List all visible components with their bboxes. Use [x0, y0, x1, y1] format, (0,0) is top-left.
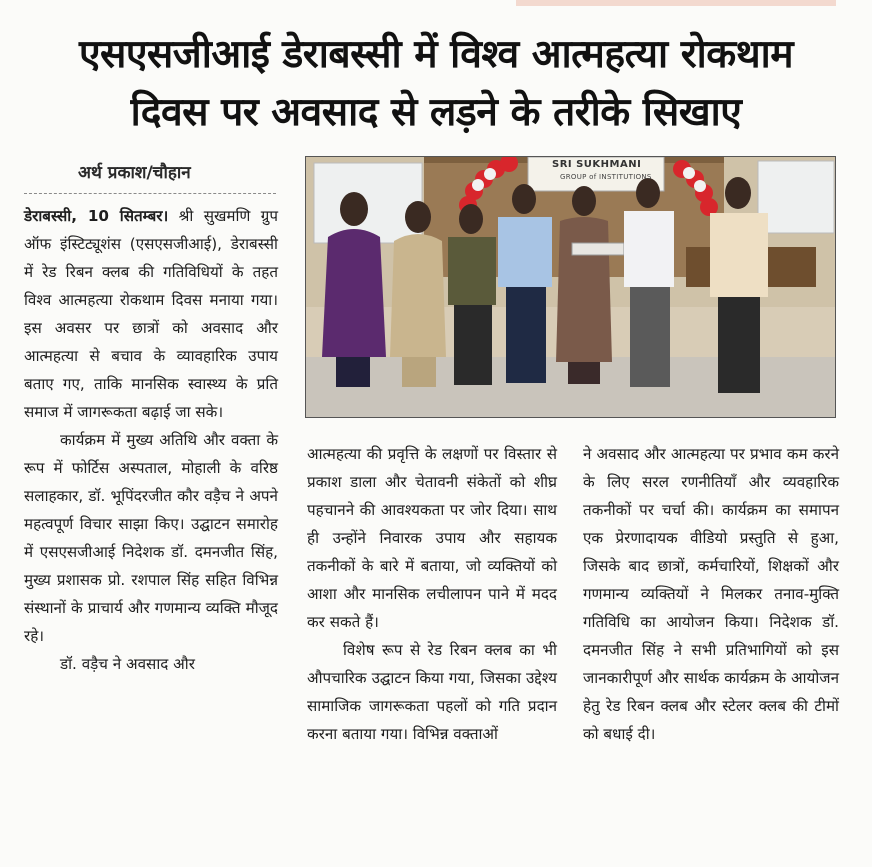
headline-line-2: दिवस पर अवसाद से लड़ने के तरीके सिखाए	[130, 90, 742, 135]
top-color-strip	[516, 0, 836, 6]
dateline: डेराबस्सी, 10 सितम्बर।	[24, 207, 169, 225]
byline-divider	[24, 193, 276, 194]
event-photo	[305, 156, 836, 418]
paragraph-3-continued: आत्महत्या की प्रवृत्ति के लक्षणों पर विस्तार से प्रकाश डाला और चेतावनी संकेतों को शीघ्र पहचानने की आवश्यकता पर जोर दिया। साथ ही उन्होंने निवारक उपाय और सहायक तकनीकों के बारे में बताया, जो व्यक्तियों को आशा और मानसिक लचीलापन पाने में मदद कर सकते हैं।	[307, 445, 557, 631]
event-photo-illustration	[306, 157, 836, 418]
article-column-3	[583, 440, 839, 748]
article-column-2	[307, 440, 557, 748]
paragraph-3-start: डॉ. वड़ैच ने अवसाद और	[60, 655, 195, 673]
paragraph-1	[24, 202, 278, 426]
byline: अर्थ प्रकाश/चौहान	[78, 163, 191, 183]
paragraph-1-text: श्री सुखमणि ग्रुप ऑफ इंस्टिट्यूशंस (एसएसजीआई), डेराबस्सी में रेड रिबन क्लब की गतिविधियों के तहत विश्व आत्महत्या रोकथाम दिवस मनाया गया। इस अवसर पर छात्रों को अवसाद और आत्महत्या से बचाव के व्यावहारिक उपाय बताए गए, ताकि मानसिक स्वास्थ्य के प्रति समाज में जागरूकता बढ़ाई जा सके।	[24, 207, 278, 421]
banner-subtext: GROUP of INSTITUTIONS	[560, 173, 652, 181]
paragraph-2: कार्यक्रम में मुख्य अतिथि और वक्ता के रूप में फोर्टिस अस्पताल, मोहाली के वरिष्ठ सलाहकार, डॉ. भूपिंदरजीत कौर वड़ैच ने अपने महत्वपूर्ण विचार साझा किए। उद्घाटन समारोह में एसएसजीआई निदेशक डॉ. दमनजीत सिंह, मुख्य प्रशासक प्रो. रशपाल सिंह सहित विभिन्न संस्थानों के प्राचार्य और गणमान्य व्यक्ति मौजूद रहे।	[24, 431, 278, 645]
article-column-1	[24, 202, 278, 678]
headline-line-1: एसएसजीआई डेराबस्सी में विश्व आत्महत्या रोकथाम	[78, 32, 794, 77]
paragraph-4-continued: ने अवसाद और आत्महत्या पर प्रभाव कम करने के लिए सरल रणनीतियाँ और व्यवहारिक तकनीकों पर चर्चा की। कार्यक्रम का समापन एक प्रेरणादायक वीडियो प्रस्तुति से हुआ, जिसके बाद छात्रों, कर्मचारियों, शिक्षकों और गणमान्य व्यक्तियों ने मिलकर तनाव-मुक्ति गतिविधि का आयोजन किया। निदेशक डॉ. दमनजीत सिंह ने सभी प्रतिभागियों को इस जानकारीपूर्ण और सार्थक कार्यक्रम के आयोजन हेतु रेड रिबन क्लब और स्टेलर क्लब की टीमों को बधाई दी।	[583, 445, 839, 743]
paragraph-4: विशेष रूप से रेड रिबन क्लब का भी औपचारिक उद्घाटन किया गया, जिसका उद्देश्य सामाजिक जागरूकता पहलों को गति प्रदान करना बताया गया। विभिन्न वक्ताओं	[307, 641, 557, 743]
banner-text: SRI SUKHMANI	[552, 159, 642, 170]
